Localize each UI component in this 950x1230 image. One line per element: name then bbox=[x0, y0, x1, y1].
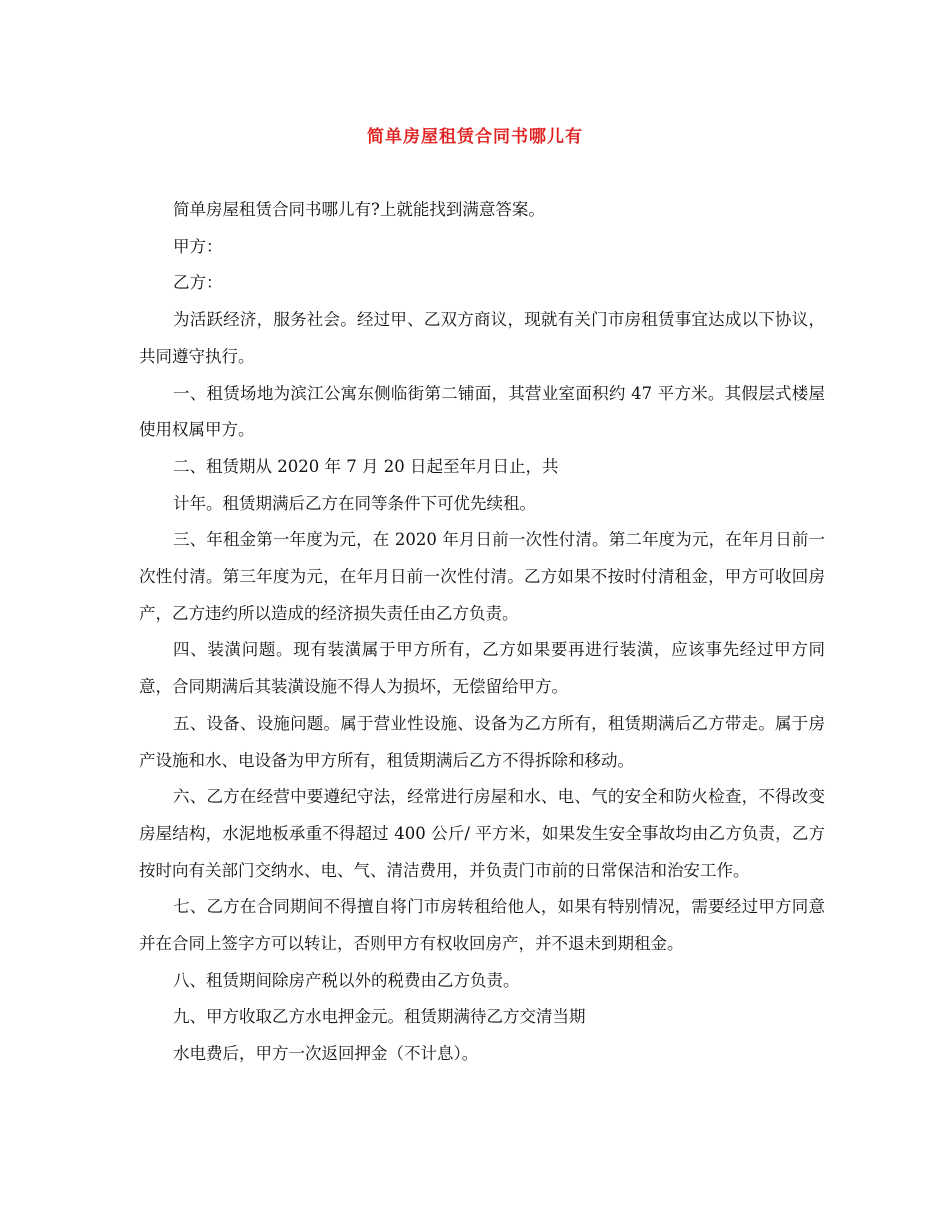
paragraph-intro: 简单房屋租赁合同书哪儿有?上就能找到满意答案。 bbox=[173, 200, 545, 219]
document-title: 简单房屋租赁合同书哪儿有 bbox=[367, 127, 583, 147]
paragraph-clause-2: 二、租赁期从 2020 年 7 月 20 日起至年月日止，共 bbox=[173, 456, 559, 476]
paragraph-clause-7: 七、乙方在合同期间不得擅自将门市房转租给他人，如果有特别情况，需要经过甲方同意并在合同上签字方可以转让，否则甲方有权收回房产，并不退未到期租金。 bbox=[139, 897, 825, 954]
paragraph-preamble: 为活跃经济，服务社会。经过甲、乙双方商议，现就有关门市房租赁事宜达成以下协议，共同遵守执行。 bbox=[139, 310, 825, 366]
paragraph-clause-9: 九、甲方收取乙方水电押金元。租赁期满待乙方交清当期 bbox=[173, 1007, 586, 1027]
paragraph-clause-8: 八、租赁期间除房产税以外的税费由乙方负责。 bbox=[173, 970, 520, 990]
paragraph-clause-5: 五、设备、设施问题。属于营业性设施、设备为乙方所有，租赁期满后乙方带走。属于房产设施和水、电设备为甲方所有，租赁期满后乙方不得拆除和移动。 bbox=[139, 713, 825, 770]
paragraph-clause-4: 四、装潢问题。现有装潢属于甲方所有，乙方如果要再进行装潢，应该事先经过甲方同意，合同期满后其装潢设施不得人为损坏，无偿留给甲方。 bbox=[139, 640, 825, 697]
paragraph-clause-9-cont: 水电费后，甲方一次返回押金（不计息）。 bbox=[173, 1044, 479, 1064]
paragraph-clause-6: 六、乙方在经营中要遵纪守法，经常进行房屋和水、电、气的安全和防火检查，不得改变房屋结构，水泥地板承重不得超过 400 公斤/ 平方米，如果发生安全事故均由乙方负责，乙方按时向有关部门交纳水、电、气、清洁费用，并负责门市前的日常保洁和治安工作。 bbox=[139, 787, 825, 880]
paragraph-clause-2-cont: 计年。租赁期满后乙方在同等条件下可优先续租。 bbox=[173, 493, 536, 513]
paragraph-party-a: 甲方： bbox=[173, 236, 223, 256]
paragraph-clause-3: 三、年租金第一年度为元，在 2020 年月日前一次性付清。第二年度为元，在年月日前一次性付清。第三年度为元，在年月日前一次性付清。乙方如果不按时付清租金，甲方可收回房产，乙方违约所以造成的经济损失责任由乙方负责。 bbox=[139, 530, 825, 623]
document-body bbox=[139, 192, 825, 1073]
paragraph-party-b: 乙方： bbox=[173, 273, 223, 293]
paragraph-clause-1: 一、租赁场地为滨江公寓东侧临街第二铺面，其营业室面积约 47 平方米。其假层式楼屋使用权属甲方。 bbox=[139, 383, 825, 440]
